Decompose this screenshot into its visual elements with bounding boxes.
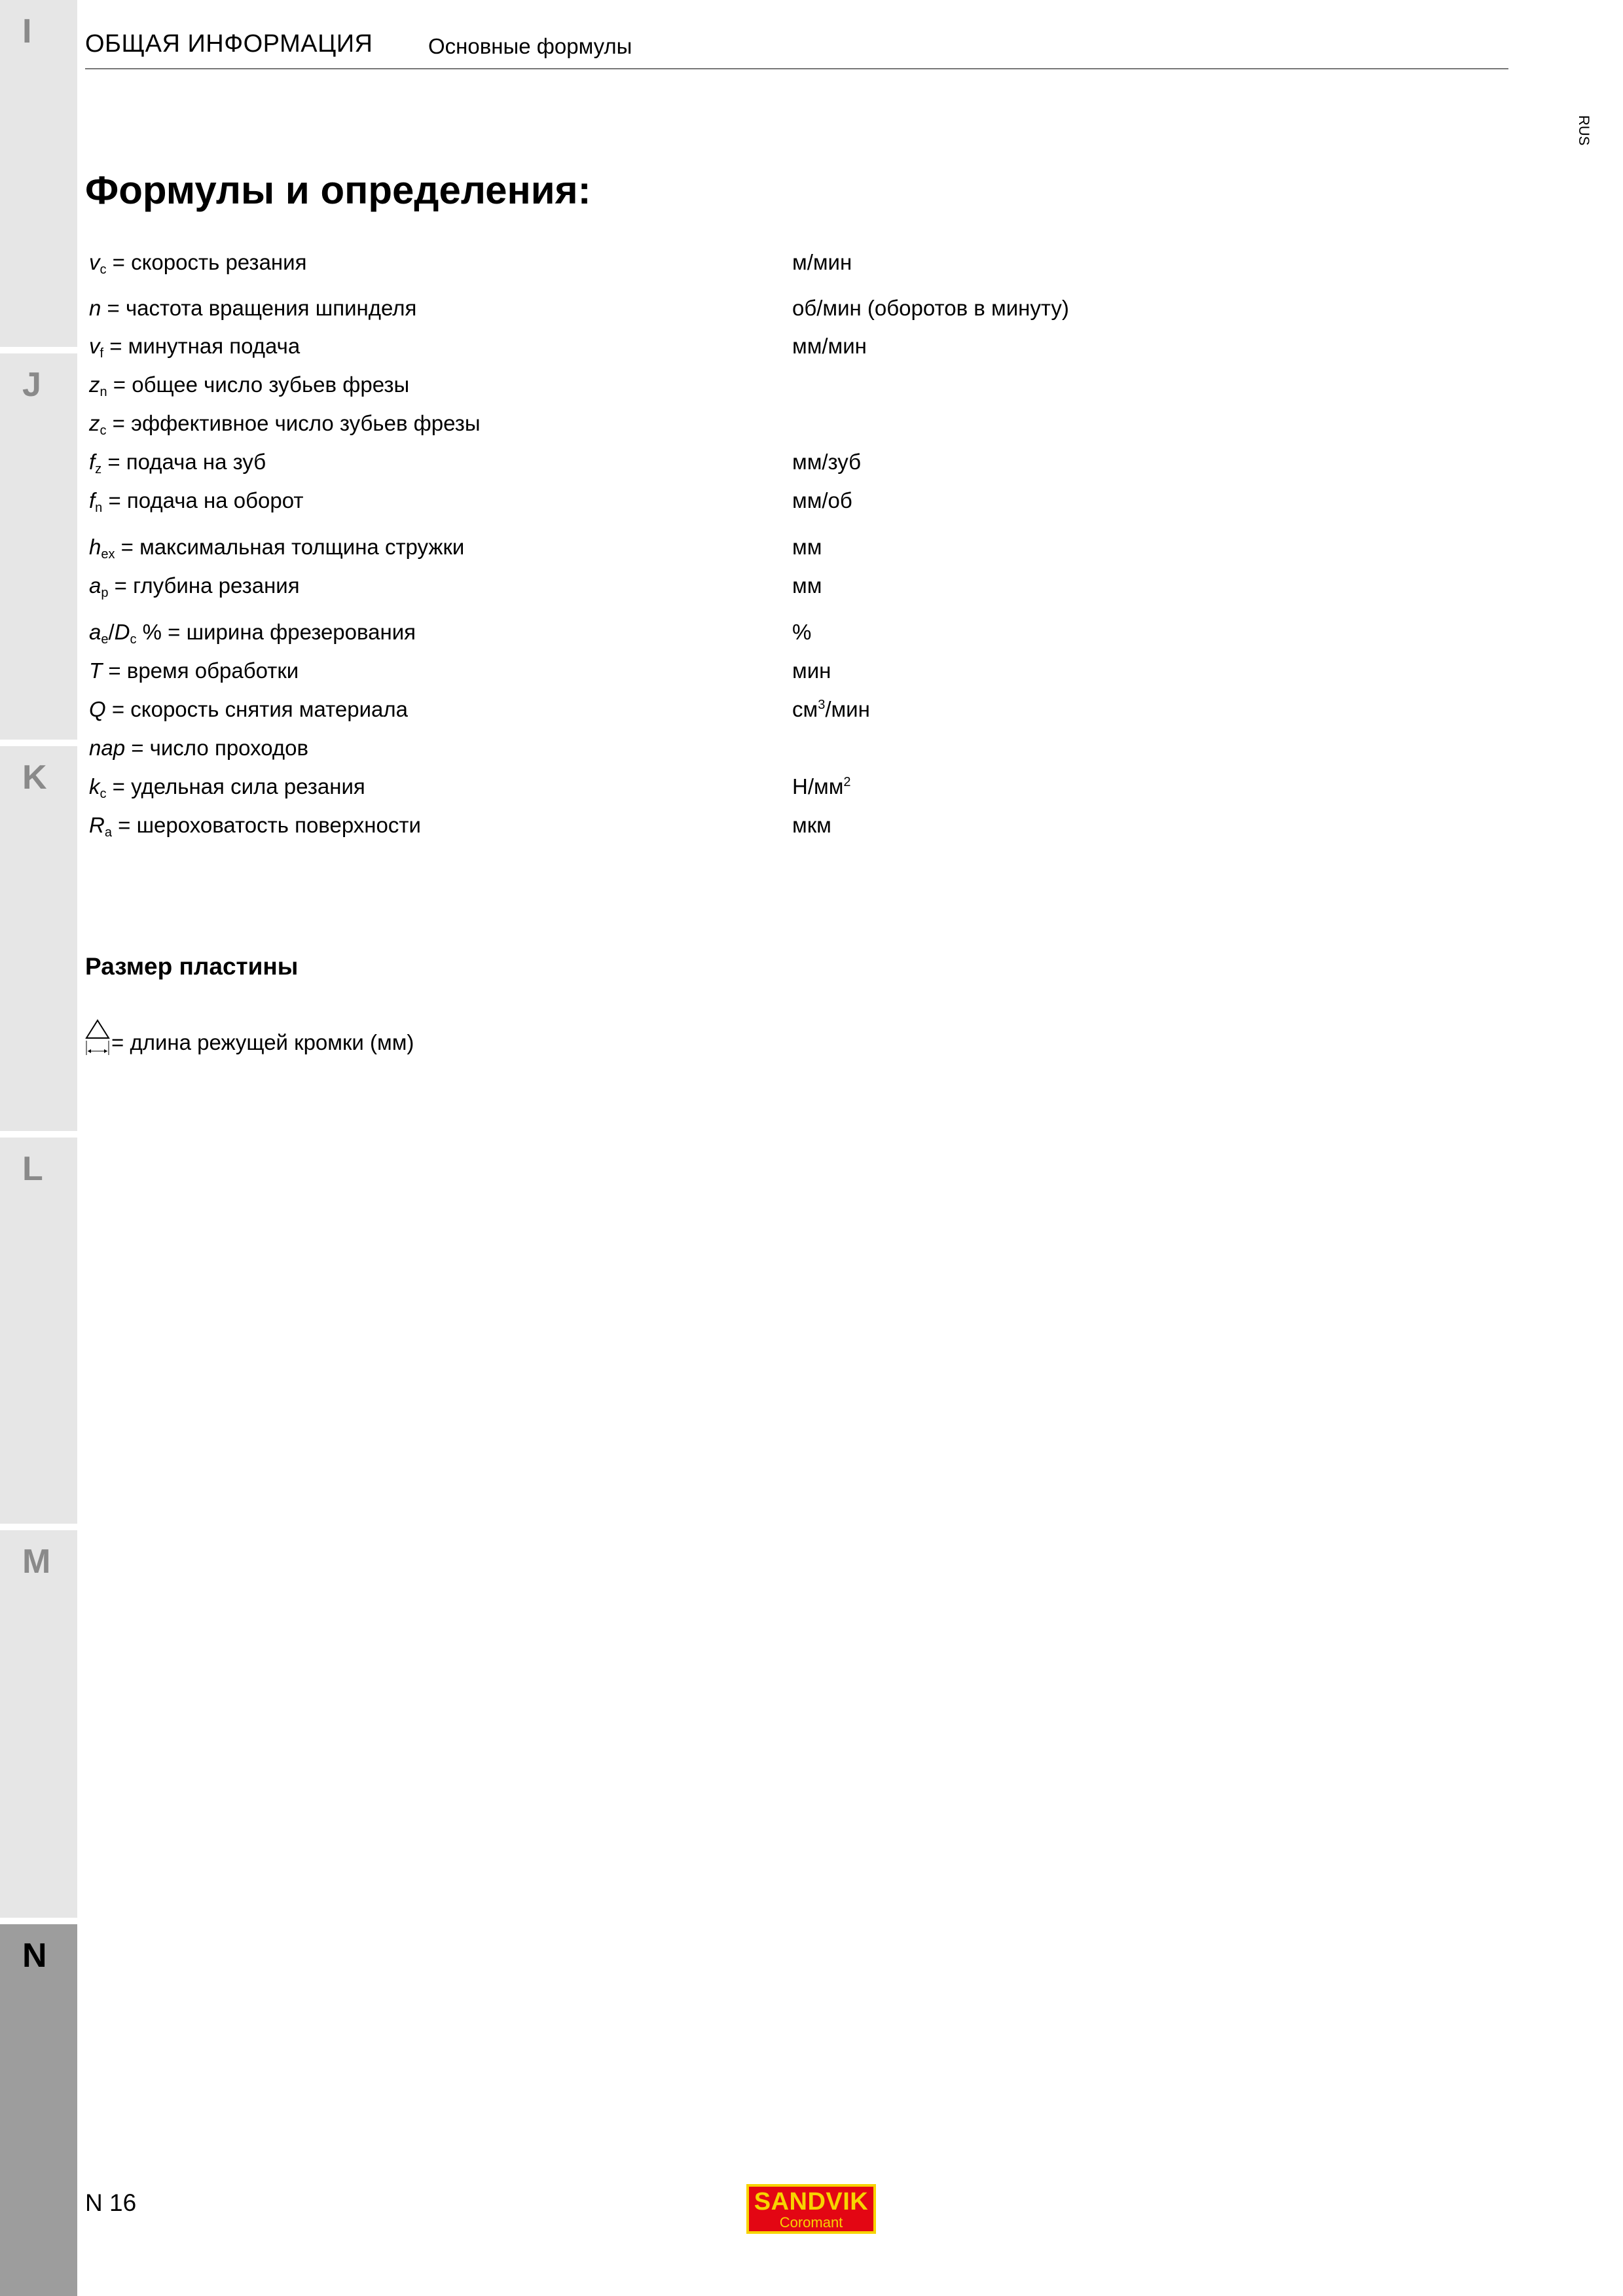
symbol-letter: h	[89, 535, 101, 559]
symbol-subscript: a	[104, 825, 112, 840]
unit-superscript: 2	[843, 775, 851, 789]
definition-text: = шероховатость поверхности	[118, 813, 421, 837]
definition-unit	[792, 573, 822, 598]
section-tab-n	[0, 1924, 77, 2296]
definition-text: = подача на зуб	[107, 450, 266, 474]
definition-row	[89, 250, 852, 277]
symbol-letter: z	[89, 411, 100, 435]
definition-text: = эффективное число зубьев фрезы	[112, 411, 481, 435]
section-tab-letter: N	[22, 1937, 47, 1975]
symbol-letter: f	[89, 488, 96, 512]
definition-symbol	[89, 450, 101, 474]
symbol-subscript: e	[101, 632, 109, 647]
header-divider	[85, 68, 1508, 69]
symbol-letter: nap	[89, 736, 126, 760]
definition-text: = скорость снятия материала	[111, 697, 408, 721]
unit-superscript: 3	[818, 698, 826, 712]
definition-row	[89, 296, 1069, 321]
definition-symbol	[89, 411, 107, 438]
definition-symbol	[89, 296, 101, 320]
unit-text: мм	[792, 535, 822, 559]
section-tab-letter: L	[22, 1150, 43, 1188]
section-tab-letter: K	[22, 759, 47, 797]
definition-symbol	[89, 736, 125, 760]
triangle-insert-edge-length-icon	[85, 1018, 110, 1056]
language-label: RUS	[1576, 115, 1592, 146]
symbol-letter: k	[89, 774, 100, 798]
definition-row	[89, 334, 867, 361]
unit-text: мин	[792, 658, 831, 683]
definition-unit	[792, 535, 822, 560]
definition-text: = частота вращения шпинделя	[107, 296, 417, 320]
definition-row	[89, 620, 812, 647]
definition-unit	[792, 813, 831, 838]
symbol-letter: T	[89, 658, 103, 683]
header-section-title: ОБЩАЯ ИНФОРМАЦИЯ	[85, 30, 373, 58]
definition-text: = удельная сила резания	[112, 774, 365, 798]
definition-symbol	[89, 774, 107, 801]
definition-unit	[792, 296, 1069, 321]
section-tab-j	[0, 353, 77, 740]
section-tab-letter: J	[22, 366, 41, 404]
definition-row	[89, 573, 822, 600]
unit-text: м/мин	[792, 250, 852, 274]
sandvik-coromant-logo	[746, 2184, 876, 2234]
definition-text: = скорость резания	[112, 250, 307, 274]
symbol-letter: v	[89, 250, 100, 274]
symbol-subscript: n	[95, 501, 103, 515]
edge-length-definition	[85, 1018, 414, 1056]
symbol-letter: a	[89, 620, 101, 644]
definition-unit	[792, 774, 851, 799]
definition-symbol	[89, 573, 108, 598]
symbol-subscript: c	[100, 787, 107, 801]
page-number: N 16	[85, 2189, 137, 2216]
definition-text: = глубина резания	[114, 573, 300, 598]
definition-symbol	[89, 813, 112, 840]
symbol-letter: n	[89, 296, 101, 320]
definition-unit	[792, 488, 852, 513]
definition-symbol	[89, 697, 106, 721]
definition-unit	[792, 334, 867, 359]
unit-text: мм/мин	[792, 334, 867, 358]
section-tab-k	[0, 746, 77, 1131]
symbol-subscript: f	[100, 346, 104, 361]
definition-text: = минутная подача	[109, 334, 301, 358]
unit-text: мм	[792, 573, 822, 598]
section-tab-letter: M	[22, 1543, 51, 1581]
logo-subtitle: Coromant	[779, 2214, 843, 2231]
definition-text: = время обработки	[108, 658, 299, 683]
section-tab-l	[0, 1138, 77, 1524]
definition-symbol	[89, 535, 115, 562]
unit-text: %	[792, 620, 812, 644]
definition-unit	[792, 450, 861, 475]
definition-row	[89, 450, 862, 476]
insert-size-title: Размер пластины	[85, 953, 299, 980]
symbol-letter: R	[89, 813, 105, 837]
symbol-subscript: p	[101, 586, 109, 600]
symbol-letter: D	[114, 620, 130, 644]
definition-unit	[792, 620, 811, 645]
page-title: Формулы и определения:	[85, 168, 591, 212]
unit-tail: /мин	[825, 697, 870, 721]
definition-symbol	[89, 372, 107, 397]
definition-row	[89, 411, 481, 436]
definition-text: % = ширина фрезерования	[142, 620, 416, 644]
symbol-subscript: c	[100, 262, 107, 277]
symbol-letter: z	[89, 372, 100, 397]
definition-row	[89, 774, 851, 801]
symbol-subscript: ex	[101, 547, 115, 562]
definition-text: = число проходов	[131, 736, 309, 760]
definition-row	[89, 535, 822, 562]
definition-unit	[792, 250, 852, 275]
definition-symbol	[89, 334, 104, 361]
definition-text: = общее число зубьев фрезы	[113, 372, 410, 397]
definition-symbol	[89, 658, 102, 683]
symbol-subscript: c	[100, 423, 107, 438]
section-tabs	[0, 0, 77, 2296]
section-tab-i	[0, 0, 77, 347]
definition-symbol	[89, 250, 107, 277]
symbol-letter: Q	[89, 697, 106, 721]
symbol-letter: v	[89, 334, 100, 358]
definition-unit	[792, 658, 831, 683]
definition-text: = подача на оборот	[108, 488, 304, 512]
logo-wordmark: SANDVIK	[754, 2188, 869, 2215]
definition-unit	[792, 697, 870, 722]
definition-row	[89, 736, 308, 761]
definition-symbol: $a_e/D_c$	[89, 620, 137, 647]
symbol-subscript: n	[100, 385, 107, 399]
unit-text: Н/мм	[792, 774, 844, 798]
header-subsection-title: Основные формулы	[428, 34, 632, 58]
definition-row	[89, 488, 852, 515]
unit-text: об/мин (оборотов в минуту)	[792, 296, 1069, 320]
section-tab-letter: I	[22, 12, 32, 50]
unit-text: мм/зуб	[792, 450, 862, 474]
edge-length-text: = длина режущей кромки (мм)	[111, 1030, 414, 1054]
symbol-letter: a	[89, 573, 101, 598]
symbol-subscript: c	[130, 632, 137, 647]
symbol-letter: f	[89, 450, 96, 474]
section-tab-m	[0, 1530, 77, 1918]
unit-text: см	[792, 697, 818, 721]
definition-symbol	[89, 488, 103, 515]
symbol-subscript: z	[95, 462, 102, 476]
unit-text: мм/об	[792, 488, 852, 512]
definition-row	[89, 813, 831, 840]
definition-row	[89, 658, 831, 683]
definition-text: = максимальная толщина стружки	[120, 535, 465, 559]
unit-text: мкм	[792, 813, 831, 837]
definition-row	[89, 697, 870, 722]
definition-row	[89, 372, 409, 397]
